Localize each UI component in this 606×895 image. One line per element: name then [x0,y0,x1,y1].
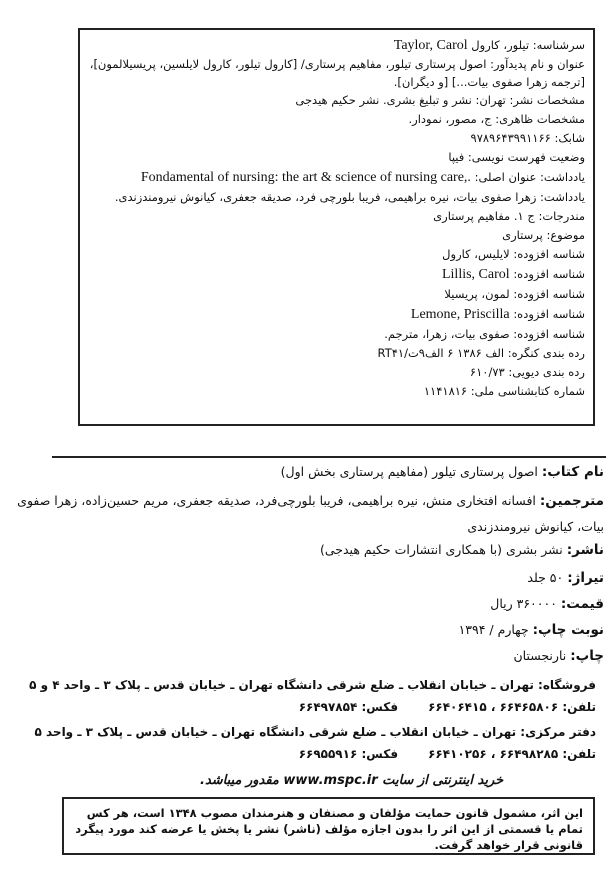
title-responsibility: عنوان و نام پدیدآور: اصول پرستاری تیلور، مفاهیم پرستاری/ [کارول تیلور، کارول لایلسین، پریسیلالمون]، [ترجمه زهرا صفوی بیات...] [و دیگران]. [89,57,585,89]
edition-row [2,622,604,638]
added-entry-2-label: شناسه افزوده: [513,267,585,281]
translators-row [2,488,604,540]
book-title-value: اصول پرستاری تیلور (مفاهیم پرستاری بخش اول) [280,464,538,479]
added-entry-4-label: شناسه افزوده: [513,307,585,321]
cataloging-box [78,28,595,426]
office-address: دفتر مرکزی: تهران ـ خیابان انقلاب ـ ضلع شرقی دانشگاه تهران ـ خیابان قدس ـ پلاک ۳ ـ واحد ۵ [34,725,596,739]
printer-row [2,648,604,664]
edition-label: نوبت چاپ: [532,622,604,638]
contents-note: مندرجات: ج ۱. مفاهیم پرستاری [433,209,585,223]
subject: موضوع: پرستاری [502,228,585,242]
original-title-note [88,167,585,188]
translators-wrap [2,488,604,540]
main-entry-label: سرشناسه: تیلور، کارول [471,38,585,52]
website-notice: خرید اینترنتی از سایت www.mspc.ir مقدور میباشد. [200,773,504,788]
main-entry-latin: Taylor, Carol [393,38,468,53]
added-entry-4-latin: Lemone, Priscilla [410,307,510,322]
isbn: شابک: ۹۷۸۹۶۴۳۹۹۱۱۶۶ [470,131,585,145]
printer-value: نارنجستان [513,648,567,663]
store-contact [90,700,596,714]
publisher-label: ناشر: [566,542,604,558]
added-entry-3: شناسه افزوده: لمون، پریسیلا [444,287,585,301]
original-title-label: یادداشت: عنوان اصلی: [474,170,585,184]
edition-value: چهارم / ۱۳۹۴ [458,622,529,637]
book-title-label: نام کتاب: [541,464,604,480]
publisher-value: نشر بشری (با همکاری انتشارات حکیم هیدجی) [319,542,563,557]
added-entry-1: شناسه افزوده: لایلیس، کارول [442,247,585,261]
office-phone: تلفن: ۶۶۴۹۸۲۸۵ ، ۶۶۴۱۰۲۵۶ [428,747,596,761]
price-label: قیمت: [560,596,604,612]
added-entry-2 [88,264,585,285]
store-fax: فکس: ۶۶۴۹۷۸۵۴ [298,700,399,714]
added-entry-2-latin: Lillis, Carol [441,267,510,282]
circulation-value: ۵۰ جلد [527,570,564,585]
printer-label: چاپ: [570,648,604,664]
section-divider [52,456,606,458]
office-contact-line [90,747,596,761]
price-row [2,596,604,612]
book-title-row [2,464,604,480]
added-entry-5: شناسه افزوده: صفوی بیات، زهرا، مترجم. [384,327,585,341]
circulation-label: تیراژ: [567,570,604,586]
original-title-latin: Fondamental of nursing: the art & science of nursing care,. [140,170,471,185]
copyright-text: این اثر، مشمول قانون حمایت مؤلفان و مصنفان و هنرمندان مصوب ۱۳۴۸ است، هر کس تمام یا قسمتی از این اثر را بدون اجازه مؤلف (ناشر) نشر یا پخش یا عرضه کند مورد پیگرد قانونی قرار خواهد گرفت. [75,806,583,852]
translators-value: افسانه افتخاری منش، نیره براهیمی، فریبا بلورچی‌فرد، صدیقه جعفری، مریم حسین‌زاده، زهرا صفوی بیات، کیانوش نیرومندزندی [17,493,604,534]
store-contact-line [90,700,596,714]
publisher-row [2,542,604,558]
circulation-row [2,570,604,586]
translators-note: یادداشت: زهرا صفوی بیات، نیره براهیمی، فریبا بلورچی فرد، صدیقه جعفری، کیانوش نیرومندزندی. [114,190,585,204]
price-value: ۳۶۰۰۰۰ ریال [490,596,557,611]
physical-description: مشخصات ظاهری: ج، مصور، نمودار. [408,112,585,126]
copyright-box [62,797,595,855]
main-entry [88,36,585,55]
office-contact [90,747,596,761]
added-entry-4 [88,304,585,325]
translators-label: مترجمین: [539,493,604,509]
publication-info: مشخصات نشر: تهران: نشر و تبلیغ بشری. نشر حکیم هیدجی [295,93,585,107]
store-phone: تلفن: ۶۶۴۶۵۸۰۶ ، ۶۶۴۰۶۴۱۵ [428,700,596,714]
lc-classification: رده بندی کنگره: الف ۱۳۸۶ ۶ الف۹ت/RT۴۱ [377,346,585,360]
office-fax: فکس: ۶۶۹۵۵۹۱۶ [298,747,399,761]
cataloging-status: وضعیت فهرست نویسی: فیپا [448,150,585,164]
national-bibliography-number: شماره کتابشناسی ملی: ۱۱۴۱۸۱۶ [423,384,585,398]
dewey-classification: رده بندی دیویی: ۶۱۰/۷۳ [469,365,585,379]
store-address: فروشگاه: تهران ـ خیابان انقلاب ـ ضلع شرقی دانشگاه تهران ـ خیابان قدس ـ پلاک ۳ ـ واحد ۴ و ۵ [29,678,596,692]
